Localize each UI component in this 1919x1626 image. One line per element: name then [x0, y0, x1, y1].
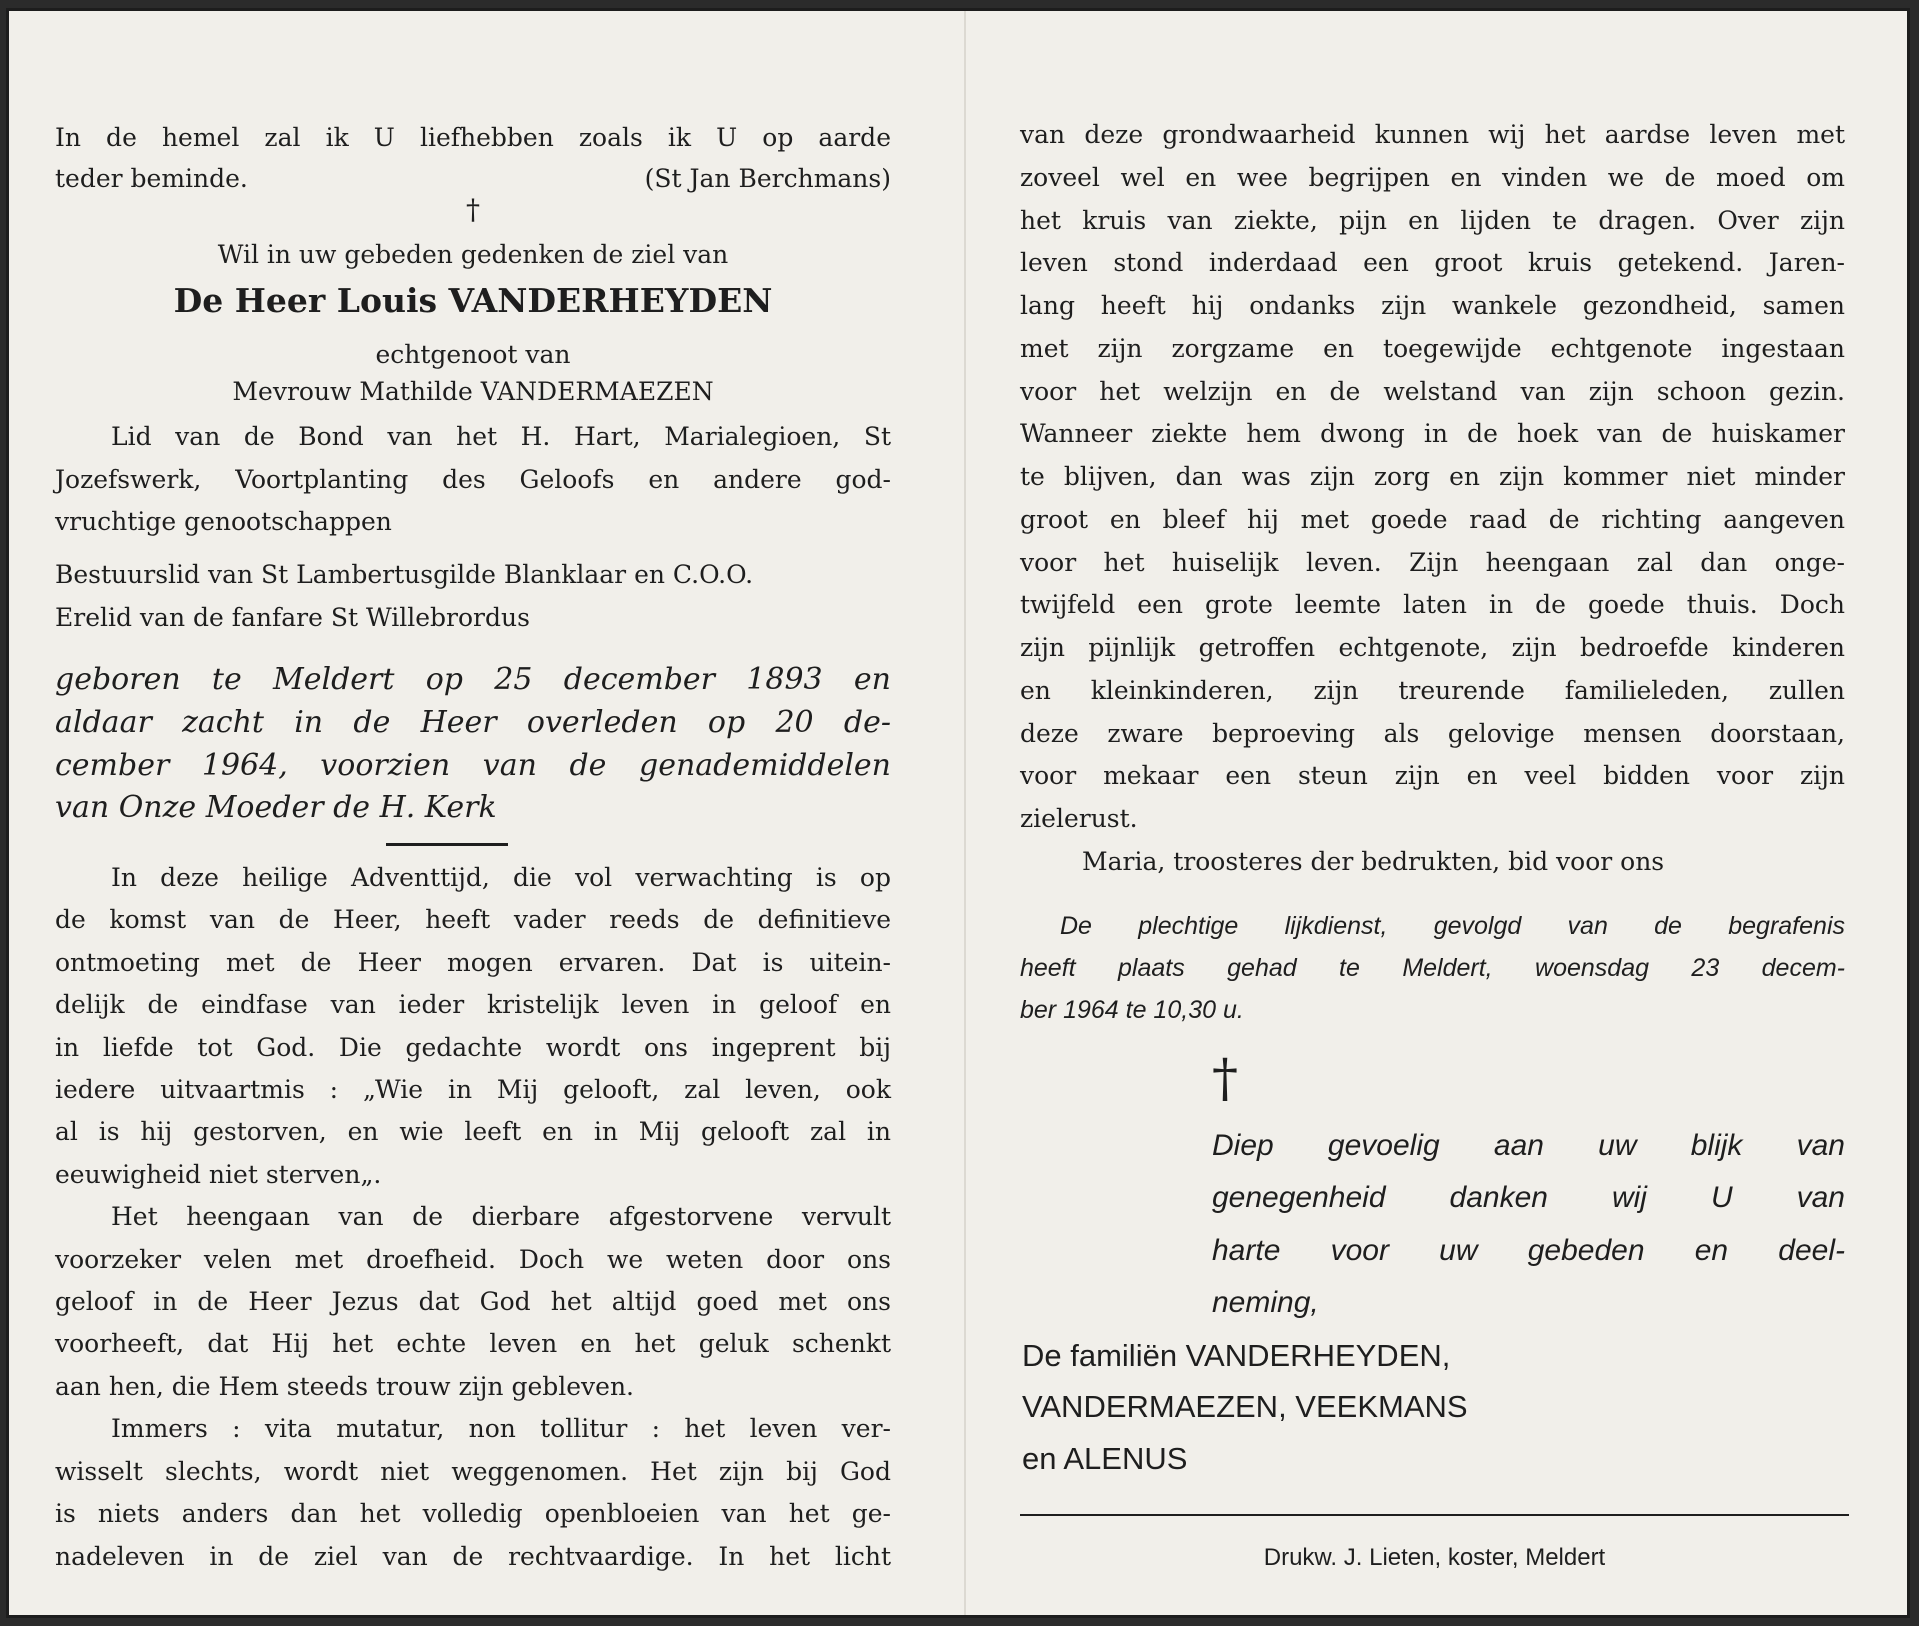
cross-icon: † [1212, 1049, 1238, 1109]
paragraph-line: deze zware beproeving als gelovige mensen doorstaan, [1020, 718, 1845, 748]
paragraph-line: met zijn zorgzame en toegewijde echtgenote ingestaan [1020, 333, 1845, 363]
text-line: genegenheid danken wij U van [1212, 1181, 1845, 1215]
cross-icon: † [466, 193, 480, 226]
paragraph-line: zijn pijnlijk getroffen echtgenote, zijn bedroefde kinderen [1020, 633, 1845, 662]
paragraph-line: van deze grondwaarheid kunnen wij het aardse leven met [1020, 120, 1845, 149]
text-line: geboren te Meldert op 25 december 1893 en [55, 662, 891, 697]
paragraph-line: en kleinkinderen, zijn treurende familieleden, zullen [1020, 675, 1845, 705]
paragraph-line: Wanneer ziekte hem dwong in de hoek van de huiskamer [1020, 419, 1845, 449]
spouse-label: echtgenoot van [375, 340, 571, 369]
paragraph-line: wisselt slechts, wordt niet weggenomen. Het zijn bij God [55, 1456, 891, 1486]
paragraph-line: In deze heilige Adventtijd, die vol verwachting is op [111, 863, 891, 892]
paragraph-line: te blijven, dan was zijn zorg en zijn kommer niet minder [1020, 462, 1845, 491]
paragraph-line: Immers : vita mutatur, non tollitur : het leven ver- [111, 1414, 891, 1444]
deceased-name: De Heer Louis VANDERHEYDEN [173, 281, 773, 320]
paragraph-line: leven stond inderdaad een groot kruis getekend. Jaren- [1020, 248, 1845, 278]
text-line: heeft plaats gehad te Meldert, woensdag 23 decem- [1020, 954, 1845, 982]
paragraph-line: zielerust. [1020, 804, 1138, 833]
paragraph-line: delijk de eindfase van ieder kristelijk leven in geloof en [55, 990, 891, 1020]
text-line: neming, [1212, 1285, 1319, 1319]
left-body-text [55, 857, 891, 1578]
text-line: Bestuurslid van St Lambertusgilde Blanklaar en C.O.O. [55, 560, 754, 589]
birth-death-text [55, 659, 891, 830]
prayer-text: Maria, troosteres der bedrukten, bid voor ons [1082, 847, 1665, 876]
intro-text: Wil in uw gebeden gedenken de ziel van [217, 240, 729, 269]
paragraph-line: in liefde tot God. Die gedachte wordt ons ingeprent bij [55, 1032, 891, 1062]
text-line: De familiën VANDERHEYDEN, [1022, 1338, 1451, 1373]
text-line: Lid van de Bond van het H. Hart, Marialegioen, St [111, 422, 891, 451]
quote-line-2: teder beminde. [55, 164, 248, 193]
text-line: VANDERMAEZEN, VEEKMANS [1022, 1389, 1468, 1425]
right-body-text [1020, 114, 1845, 841]
spouse-name: Mevrouw Mathilde VANDERMAEZEN [232, 377, 714, 406]
divider [1020, 1514, 1849, 1516]
paragraph-line: aan hen, die Hem steeds trouw zijn gebleven. [55, 1371, 635, 1401]
board-roles [55, 554, 891, 639]
memberships [55, 416, 891, 544]
text-line: aldaar zacht in de Heer overleden op 20 de- [55, 704, 891, 740]
text-line: van Onze Moeder de H. Kerk [55, 790, 497, 826]
paragraph-line: het kruis van ziekte, pijn en lijden te dragen. Over zijn [1020, 205, 1845, 235]
paragraph-line: twijfeld een grote leemte laten in de goede thuis. Doch [1020, 590, 1845, 620]
paragraph-line: is niets anders dan het volledig openbloeien van het ge- [55, 1499, 891, 1529]
funeral-service-text [1020, 905, 1845, 1031]
paragraph-line: iedere uitvaartmis : „Wie in Mij gelooft, zal leven, ook [55, 1075, 891, 1105]
card-fold [964, 11, 966, 1615]
text-line: Diep gevoelig aan uw blijk van [1212, 1129, 1845, 1162]
text-line: en ALENUS [1022, 1440, 1188, 1476]
text-line: vruchtige genootschappen [55, 507, 392, 536]
paragraph-line: voor het huiselijk leven. Zijn heengaan zal dan onge- [1020, 547, 1845, 577]
paragraph-line: de komst van de Heer, heeft vader reeds de definitieve [55, 905, 891, 935]
text-line: De plechtige lijkdienst, gevolgd van de begrafenis [1060, 912, 1845, 940]
text-line: Jozefswerk, Voortplanting des Geloofs en andere god- [55, 464, 891, 494]
paragraph-line: al is hij gestorven, en wie leeft en in Mij gelooft zal in [55, 1117, 891, 1147]
paragraph-line: zoveel wel en wee begrijpen en vinden we de moed om [1020, 162, 1845, 192]
quote-attribution: (St Jan Berchmans) [644, 164, 891, 193]
families-text [1022, 1330, 1842, 1484]
text-line: Erelid van de fanfare St Willebrordus [55, 602, 530, 632]
paragraph-line: voorheeft, dat Hij het echte leven en het geluk schenkt [55, 1329, 891, 1359]
text-line: cember 1964, voorzien van de genademiddelen [55, 747, 891, 783]
paragraph-line: geloof in de Heer Jezus dat God het altijd goed met ons [55, 1287, 891, 1317]
paragraph-line: Het heengaan van de dierbare afgestorvene vervult [111, 1202, 891, 1232]
printer-credit: Drukw. J. Lieten, koster, Meldert [1263, 1544, 1606, 1571]
text-line: harte voor uw gebeden en deel- [1212, 1233, 1845, 1267]
paragraph-line: lang heeft hij ondanks zijn wankele gezondheid, samen [1020, 291, 1845, 320]
paragraph-line: nadeleven in de ziel van de rechtvaardige. In het licht [55, 1541, 891, 1571]
quote-line-1: In de hemel zal ik U liefhebben zoals ik U op aarde [55, 123, 891, 152]
text-line: ber 1964 te 10,30 u. [1020, 996, 1244, 1024]
paragraph-line: voor mekaar een steun zijn en veel bidden voor zijn [1020, 761, 1845, 791]
paragraph-line: groot en bleef hij met goede raad de richting aangeven [1020, 504, 1845, 534]
divider [386, 843, 508, 846]
thanks-text [1212, 1120, 1845, 1329]
paragraph-line: voorzeker velen met droefheid. Doch we weten door ons [55, 1244, 891, 1274]
paragraph-line: eeuwigheid niet sterven„. [55, 1159, 382, 1189]
paragraph-line: voor het welzijn en de welstand van zijn schoon gezin. [1020, 376, 1845, 406]
paragraph-line: ontmoeting met de Heer mogen ervaren. Dat is uitein- [55, 947, 891, 977]
